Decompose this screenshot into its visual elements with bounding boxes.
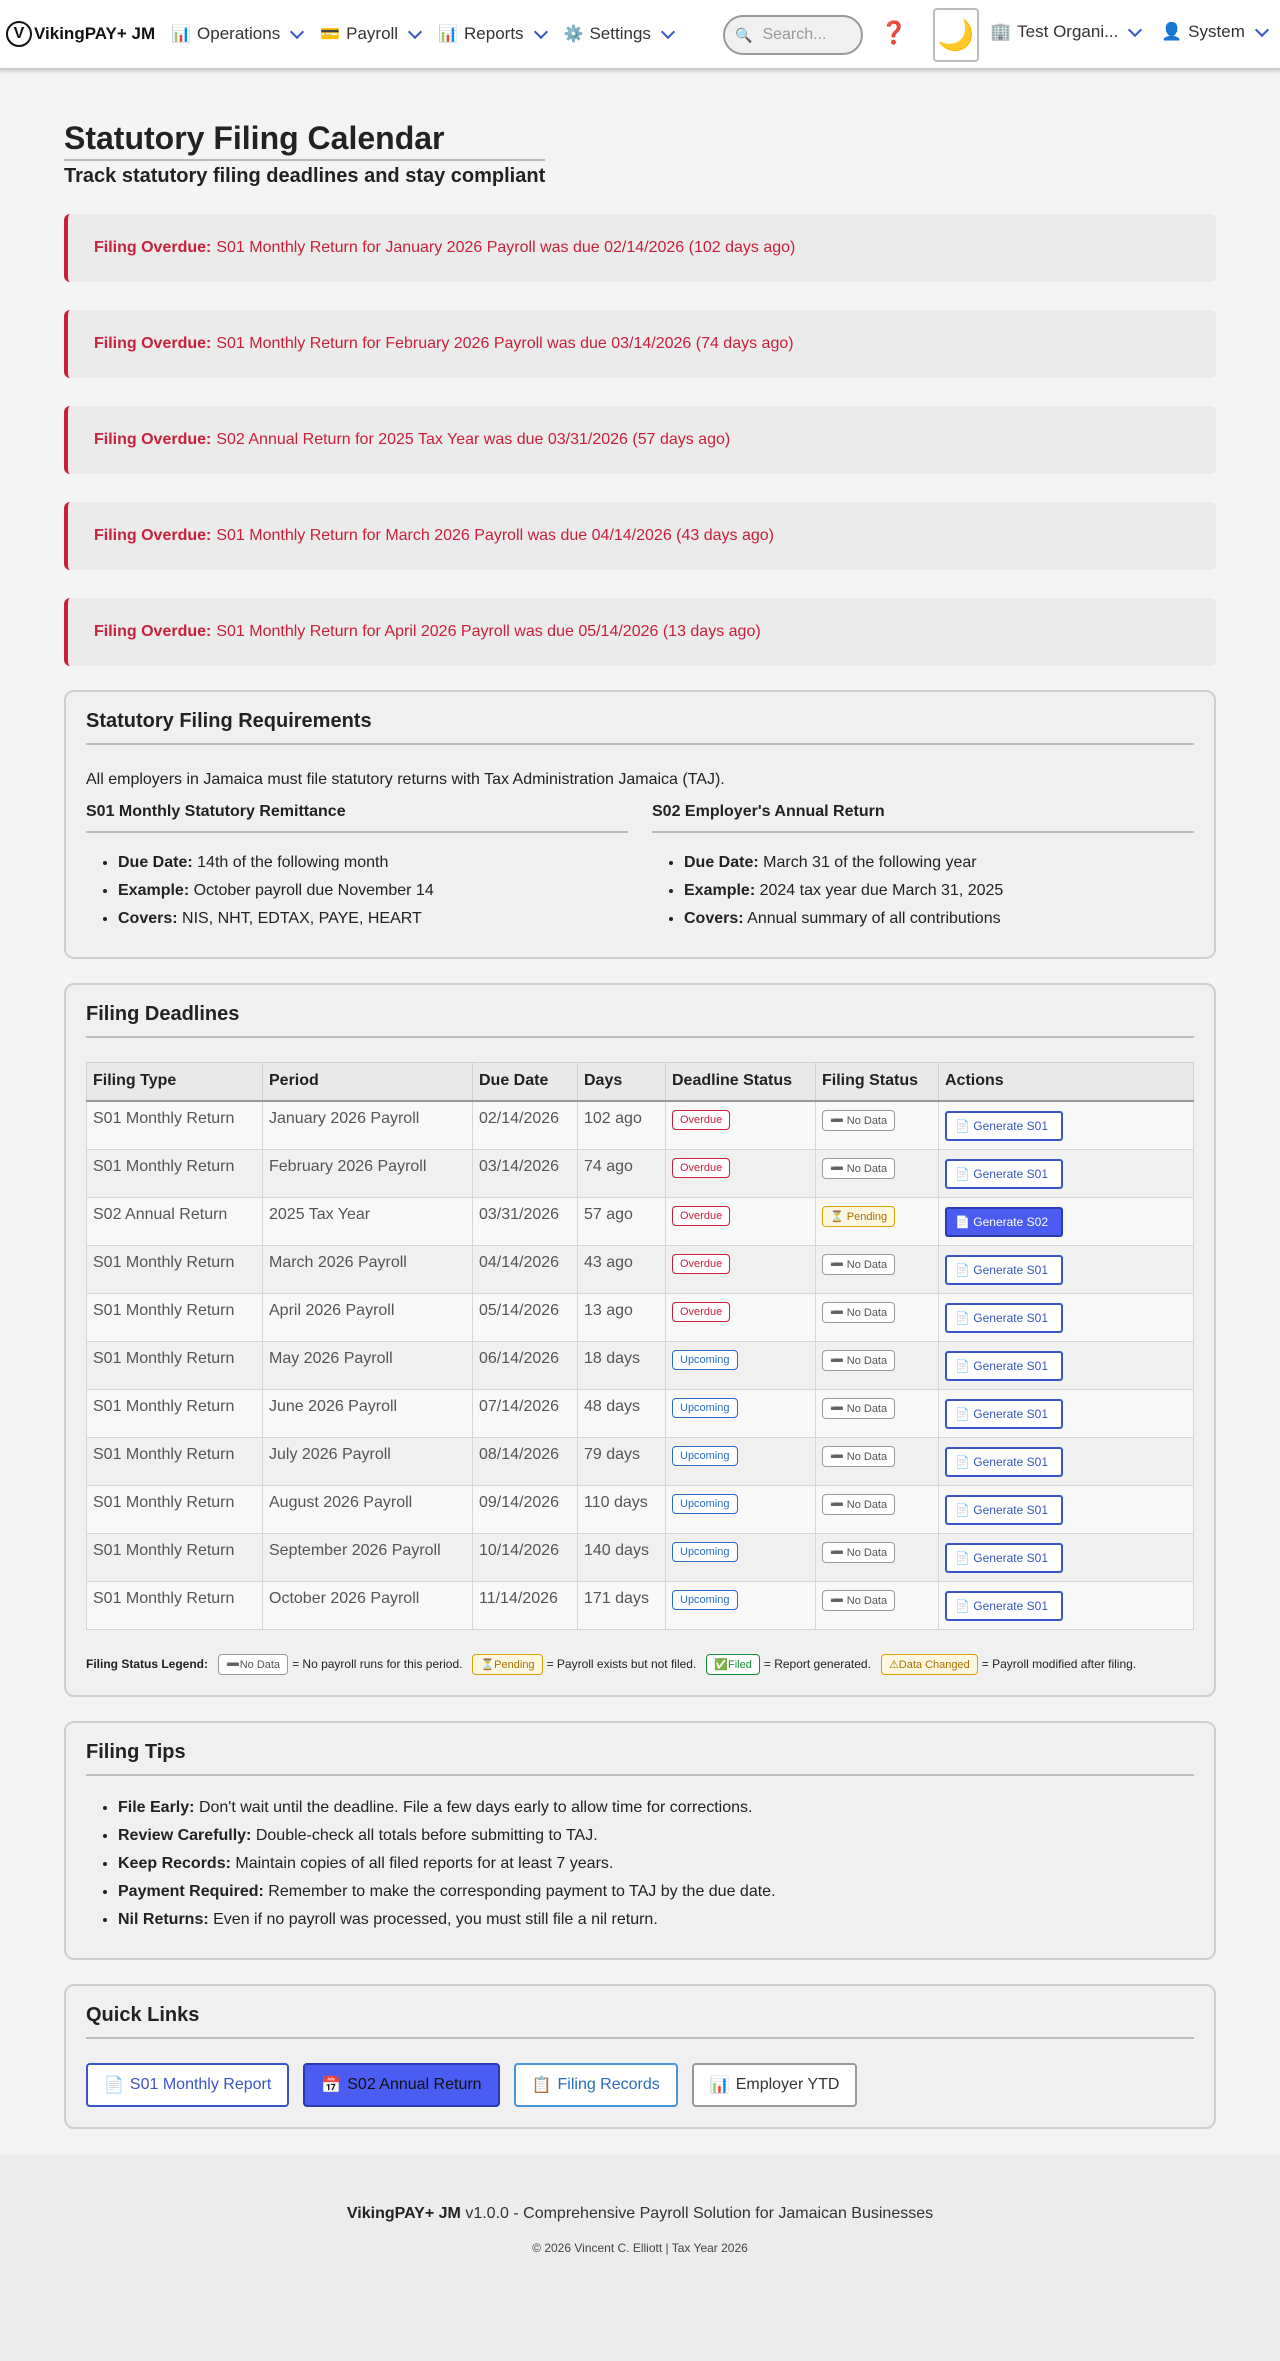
alert-prefix: Filing Overdue: xyxy=(94,431,212,448)
column-header: Deadline Status xyxy=(666,1063,816,1101)
table-row xyxy=(87,1581,1194,1629)
quick-link-label: S01 Monthly Report xyxy=(129,2075,272,2093)
filing-status-cell xyxy=(816,1389,939,1437)
days-cell: 102 ago xyxy=(578,1101,666,1150)
item-label: Due Date: xyxy=(118,854,193,871)
clipboard-icon: 📋 xyxy=(531,2076,552,2094)
nav-operations-label: Operations xyxy=(197,24,281,43)
document-icon: 📄 xyxy=(104,2076,124,2094)
deadline-status-badge: Upcoming xyxy=(672,1350,738,1370)
nav-settings-label: Settings xyxy=(589,24,651,43)
chevron-down-icon xyxy=(1128,22,1142,36)
footer-copyright: © 2026 Vincent C. Elliott | Tax Year 2026 xyxy=(532,2240,748,2255)
calendar-icon: 📅 xyxy=(321,2076,342,2094)
s01-title: S01 Monthly Statutory Remittance xyxy=(86,803,628,833)
filing-status-badge: ➖ No Data xyxy=(822,1350,895,1371)
filing-status-badge: ➖ No Data xyxy=(822,1590,895,1611)
actions-cell xyxy=(939,1533,1194,1581)
deadline-status-cell xyxy=(666,1389,816,1437)
quick-link-label: Filing Records xyxy=(557,2075,660,2093)
column-header: Period xyxy=(263,1063,473,1101)
list-item xyxy=(118,1798,1194,1817)
chevron-down-icon xyxy=(290,24,304,38)
item-value: Remember to make the corresponding payment to TAJ by the due date. xyxy=(268,1882,776,1900)
actions-cell xyxy=(939,1581,1194,1629)
legend-text: = No payroll runs for this period. xyxy=(292,1657,463,1671)
brand-logo-icon: V xyxy=(6,21,32,47)
filing-type-cell: S01 Monthly Return xyxy=(87,1293,263,1341)
due-date-cell: 02/14/2026 xyxy=(473,1101,578,1150)
filing-status-badge: ⏳ Pending xyxy=(822,1206,895,1227)
moon-icon: 🌙 xyxy=(937,18,975,52)
organization-menu[interactable] xyxy=(990,22,1140,42)
generate-report-button[interactable]: 📄 Generate S01 xyxy=(945,1447,1063,1477)
quick-links-title: Quick Links xyxy=(86,2004,1194,2039)
actions-cell xyxy=(939,1101,1194,1150)
days-cell: 43 ago xyxy=(578,1245,666,1293)
list-item xyxy=(118,881,628,900)
search-placeholder: Search... xyxy=(762,26,827,43)
deadline-status-cell xyxy=(666,1341,816,1389)
brand-name: VikingPAY+ JM xyxy=(34,24,156,43)
s01-requirements xyxy=(86,803,628,937)
due-date-cell: 04/14/2026 xyxy=(473,1245,578,1293)
deadlines-card xyxy=(64,983,1216,1697)
overdue-alert xyxy=(64,214,1216,282)
deadlines-table xyxy=(86,1062,1194,1630)
footer-brand: VikingPAY+ JM xyxy=(346,2204,461,2222)
requirements-card xyxy=(64,690,1216,959)
due-date-cell: 03/14/2026 xyxy=(473,1149,578,1197)
quick-links-card xyxy=(64,1984,1216,2129)
generate-report-button[interactable]: 📄 Generate S01 xyxy=(945,1495,1063,1525)
chevron-down-icon xyxy=(408,24,422,38)
generate-report-button[interactable]: 📄 Generate S01 xyxy=(945,1543,1063,1573)
deadline-status-badge: Overdue xyxy=(672,1206,730,1226)
overdue-alert xyxy=(64,598,1216,666)
nav-reports[interactable] xyxy=(438,24,545,44)
alert-prefix: Filing Overdue: xyxy=(94,527,212,544)
nav-payroll[interactable] xyxy=(320,24,420,44)
column-header: Days xyxy=(578,1063,666,1101)
deadlines-title: Filing Deadlines xyxy=(86,1003,1194,1038)
filing-status-badge: ➖ No Data xyxy=(822,1110,895,1131)
s02-annual-return-link[interactable] xyxy=(303,2063,499,2107)
generate-report-button[interactable]: 📄 Generate S01 xyxy=(945,1591,1063,1621)
item-value: Don't wait until the deadline. File a few days early to allow time for corrections. xyxy=(198,1798,753,1816)
top-navbar xyxy=(0,0,1280,70)
theme-toggle-button[interactable] xyxy=(933,8,979,62)
filing-status-badge: ➖ No Data xyxy=(822,1494,895,1515)
period-cell: September 2026 Payroll xyxy=(263,1533,473,1581)
item-value: October payroll due November 14 xyxy=(193,882,434,899)
due-date-cell: 06/14/2026 xyxy=(473,1341,578,1389)
filing-status-badge: ➖ No Data xyxy=(822,1542,895,1563)
overdue-alert xyxy=(64,310,1216,378)
item-label: Review Carefully: xyxy=(118,1826,252,1844)
legend-label: Filing Status Legend: xyxy=(86,1657,208,1671)
legend-badge: ➖No Data xyxy=(218,1654,288,1675)
tips-title: Filing Tips xyxy=(86,1741,1194,1776)
list-item xyxy=(684,853,1194,872)
tips-card xyxy=(64,1721,1216,1960)
period-cell: May 2026 Payroll xyxy=(263,1341,473,1389)
item-value: NIS, NHT, EDTAX, PAYE, HEART xyxy=(182,910,422,927)
legend-text: = Report generated. xyxy=(763,1657,871,1671)
brand-link[interactable] xyxy=(6,21,155,47)
period-cell: July 2026 Payroll xyxy=(263,1437,473,1485)
search-input[interactable] xyxy=(723,15,863,55)
generate-report-button[interactable]: 📄 Generate S01 xyxy=(945,1159,1063,1189)
period-cell: February 2026 Payroll xyxy=(263,1149,473,1197)
item-value: Maintain copies of all filed reports for at least 7 years. xyxy=(235,1854,614,1872)
list-item xyxy=(684,909,1194,928)
deadline-status-badge: Overdue xyxy=(672,1110,730,1130)
chevron-down-icon xyxy=(533,24,547,38)
filing-status-cell xyxy=(816,1197,939,1245)
deadline-status-badge: Upcoming xyxy=(672,1494,738,1514)
actions-cell xyxy=(939,1437,1194,1485)
deadline-status-cell xyxy=(666,1293,816,1341)
footer-tagline: v1.0.0 - Comprehensive Payroll Solution for Jamaican Businesses xyxy=(465,2204,934,2222)
alert-prefix: Filing Overdue: xyxy=(94,623,212,640)
table-row xyxy=(87,1293,1194,1341)
deadline-status-badge: Upcoming xyxy=(672,1398,738,1418)
generate-report-button[interactable]: 📄 Generate S01 xyxy=(945,1399,1063,1429)
filing-records-link[interactable] xyxy=(514,2063,678,2107)
s02-title: S02 Employer's Annual Return xyxy=(652,803,1194,833)
period-cell: January 2026 Payroll xyxy=(263,1101,473,1150)
organization-label: Test Organi... xyxy=(1017,22,1119,41)
alert-text: S01 Monthly Return for April 2026 Payroll was due 05/14/2026 (13 days ago) xyxy=(216,623,761,640)
item-value: Even if no payroll was processed, you must still file a nil return. xyxy=(213,1910,658,1928)
period-cell: August 2026 Payroll xyxy=(263,1485,473,1533)
period-cell: October 2026 Payroll xyxy=(263,1581,473,1629)
chevron-down-icon xyxy=(661,24,675,38)
filing-type-cell: S01 Monthly Return xyxy=(87,1533,263,1581)
legend-text: = Payroll exists but not filed. xyxy=(546,1657,697,1671)
alert-prefix: Filing Overdue: xyxy=(94,335,212,352)
quick-link-label: S02 Annual Return xyxy=(347,2075,482,2093)
alert-text: S01 Monthly Return for January 2026 Payroll was due 02/14/2026 (102 days ago) xyxy=(216,239,796,256)
due-date-cell: 10/14/2026 xyxy=(473,1533,578,1581)
page-title: Statutory Filing Calendar xyxy=(64,120,445,156)
chart-icon: 📊 xyxy=(171,26,192,43)
table-row xyxy=(87,1389,1194,1437)
filing-type-cell: S01 Monthly Return xyxy=(87,1485,263,1533)
due-date-cell: 11/14/2026 xyxy=(473,1581,578,1629)
list-item xyxy=(118,909,628,928)
deadline-status-badge: Upcoming xyxy=(672,1446,738,1466)
list-item xyxy=(118,1882,1194,1901)
column-header: Filing Type xyxy=(87,1063,263,1101)
item-value: 2024 tax year due March 31, 2025 xyxy=(759,882,1004,899)
column-header: Due Date xyxy=(473,1063,578,1101)
chart-icon: 📊 xyxy=(709,2076,730,2094)
user-menu[interactable] xyxy=(1161,22,1267,42)
legend-badge: ⏳Pending xyxy=(472,1654,542,1675)
generate-report-button[interactable]: 📄 Generate S01 xyxy=(945,1303,1063,1333)
filing-status-cell xyxy=(816,1533,939,1581)
actions-cell xyxy=(939,1149,1194,1197)
deadline-status-cell xyxy=(666,1197,816,1245)
nav-operations[interactable] xyxy=(171,24,302,44)
filing-type-cell: S01 Monthly Return xyxy=(87,1581,263,1629)
alert-text: S01 Monthly Return for February 2026 Payroll was due 03/14/2026 (74 days ago) xyxy=(216,335,794,352)
actions-cell xyxy=(939,1245,1194,1293)
filing-type-cell: S01 Monthly Return xyxy=(87,1245,263,1293)
overdue-alert xyxy=(64,406,1216,474)
filing-status-cell xyxy=(816,1293,939,1341)
period-cell: 2025 Tax Year xyxy=(263,1197,473,1245)
days-cell: 74 ago xyxy=(578,1149,666,1197)
overdue-alert xyxy=(64,502,1216,570)
days-cell: 18 days xyxy=(578,1341,666,1389)
table-row xyxy=(87,1101,1194,1150)
deadline-status-badge: Upcoming xyxy=(672,1542,738,1562)
filing-type-cell: S01 Monthly Return xyxy=(87,1149,263,1197)
filing-type-cell: S01 Monthly Return xyxy=(87,1341,263,1389)
table-row xyxy=(87,1149,1194,1197)
days-cell: 48 days xyxy=(578,1389,666,1437)
period-cell: April 2026 Payroll xyxy=(263,1293,473,1341)
actions-cell xyxy=(939,1389,1194,1437)
legend-badge: ✅Filed xyxy=(706,1654,760,1675)
item-value: 14th of the following month xyxy=(197,854,389,871)
actions-cell xyxy=(939,1341,1194,1389)
generate-report-button[interactable]: 📄 Generate S01 xyxy=(945,1255,1063,1285)
footer xyxy=(0,2155,1280,2361)
user-icon: 👤 xyxy=(1161,22,1183,41)
filing-type-cell: S01 Monthly Return xyxy=(87,1437,263,1485)
filing-status-cell xyxy=(816,1341,939,1389)
filing-status-cell xyxy=(816,1101,939,1150)
days-cell: 110 days xyxy=(578,1485,666,1533)
deadline-status-badge: Upcoming xyxy=(672,1590,738,1610)
deadline-status-cell xyxy=(666,1149,816,1197)
due-date-cell: 03/31/2026 xyxy=(473,1197,578,1245)
nav-payroll-label: Payroll xyxy=(346,24,399,43)
column-header: Filing Status xyxy=(816,1063,939,1101)
item-value: Annual summary of all contributions xyxy=(747,910,1001,927)
period-cell: March 2026 Payroll xyxy=(263,1245,473,1293)
item-label: File Early: xyxy=(118,1798,195,1816)
deadline-status-cell xyxy=(666,1581,816,1629)
item-label: Example: xyxy=(684,882,756,899)
item-label: Due Date: xyxy=(684,854,759,871)
days-cell: 79 days xyxy=(578,1437,666,1485)
period-cell: June 2026 Payroll xyxy=(263,1389,473,1437)
table-row xyxy=(87,1437,1194,1485)
chart-icon: 📊 xyxy=(438,26,459,43)
nav-reports-label: Reports xyxy=(464,24,524,43)
requirements-title: Statutory Filing Requirements xyxy=(86,710,1194,745)
alerts-list xyxy=(64,214,1216,666)
filing-status-badge: ➖ No Data xyxy=(822,1302,895,1323)
item-value: Double-check all totals before submitting to TAJ. xyxy=(255,1826,598,1844)
deadline-status-badge: Overdue xyxy=(672,1302,730,1322)
table-row xyxy=(87,1245,1194,1293)
column-header: Actions xyxy=(939,1063,1194,1101)
deadline-status-cell xyxy=(666,1245,816,1293)
main-content xyxy=(0,120,1280,2129)
filing-status-badge: ➖ No Data xyxy=(822,1446,895,1467)
filing-type-cell: S01 Monthly Return xyxy=(87,1101,263,1150)
alert-text: S02 Annual Return for 2025 Tax Year was due 03/31/2026 (57 days ago) xyxy=(216,431,731,448)
search-icon: 🔍 xyxy=(735,26,753,43)
deadline-status-cell xyxy=(666,1533,816,1581)
item-label: Example: xyxy=(118,882,190,899)
employer-ytd-link[interactable] xyxy=(692,2063,858,2107)
quick-link-label: Employer YTD xyxy=(735,2075,840,2093)
legend-text: = Payroll modified after filing. xyxy=(981,1657,1137,1671)
help-icon[interactable]: ❓ xyxy=(880,20,908,45)
generate-report-button[interactable]: 📄 Generate S02 xyxy=(945,1207,1063,1237)
table-row xyxy=(87,1341,1194,1389)
days-cell: 171 days xyxy=(578,1581,666,1629)
alert-prefix: Filing Overdue: xyxy=(94,239,212,256)
user-label: System xyxy=(1188,22,1245,41)
deadline-status-cell xyxy=(666,1437,816,1485)
table-row xyxy=(87,1197,1194,1245)
filing-type-cell: S01 Monthly Return xyxy=(87,1389,263,1437)
building-icon: 🏢 xyxy=(990,22,1012,41)
deadline-status-cell xyxy=(666,1485,816,1533)
filing-status-cell xyxy=(816,1149,939,1197)
filing-status-badge: ➖ No Data xyxy=(822,1254,895,1275)
alert-text: S01 Monthly Return for March 2026 Payroll was due 04/14/2026 (43 days ago) xyxy=(216,527,774,544)
s01-monthly-report-link[interactable] xyxy=(86,2063,289,2107)
generate-report-button[interactable]: 📄 Generate S01 xyxy=(945,1351,1063,1381)
actions-cell xyxy=(939,1485,1194,1533)
item-label: Payment Required: xyxy=(118,1882,264,1900)
due-date-cell: 05/14/2026 xyxy=(473,1293,578,1341)
deadline-status-badge: Overdue xyxy=(672,1254,730,1274)
s02-requirements xyxy=(652,803,1194,937)
item-label: Keep Records: xyxy=(118,1854,231,1872)
legend-badge: ⚠Data Changed xyxy=(881,1654,978,1675)
days-cell: 13 ago xyxy=(578,1293,666,1341)
due-date-cell: 09/14/2026 xyxy=(473,1485,578,1533)
filing-status-legend xyxy=(86,1654,1194,1675)
actions-cell xyxy=(939,1293,1194,1341)
deadline-status-badge: Overdue xyxy=(672,1158,730,1178)
item-label: Nil Returns: xyxy=(118,1910,209,1928)
days-cell: 57 ago xyxy=(578,1197,666,1245)
filing-status-badge: ➖ No Data xyxy=(822,1398,895,1419)
table-row xyxy=(87,1533,1194,1581)
table-row xyxy=(87,1485,1194,1533)
gear-icon: ⚙️ xyxy=(563,26,584,43)
days-cell: 140 days xyxy=(578,1533,666,1581)
item-label: Covers: xyxy=(684,910,744,927)
chevron-down-icon xyxy=(1255,22,1269,36)
requirements-intro: All employers in Jamaica must file statutory returns with Tax Administration Jamaica (TAJ). xyxy=(86,771,725,788)
list-item xyxy=(118,1854,1194,1873)
filing-status-cell xyxy=(816,1437,939,1485)
item-label: Covers: xyxy=(118,910,178,927)
page-subtitle: Track statutory filing deadlines and stay compliant xyxy=(64,159,545,188)
list-item xyxy=(118,853,628,872)
deadline-status-cell xyxy=(666,1101,816,1150)
list-item xyxy=(118,1826,1194,1845)
actions-cell xyxy=(939,1197,1194,1245)
list-item xyxy=(684,881,1194,900)
list-item xyxy=(118,1910,1194,1929)
generate-report-button[interactable]: 📄 Generate S01 xyxy=(945,1111,1063,1141)
credit-card-icon: 💳 xyxy=(320,26,341,43)
due-date-cell: 07/14/2026 xyxy=(473,1389,578,1437)
filing-status-badge: ➖ No Data xyxy=(822,1158,895,1179)
item-value: March 31 of the following year xyxy=(763,854,977,871)
nav-settings[interactable] xyxy=(564,24,673,44)
due-date-cell: 08/14/2026 xyxy=(473,1437,578,1485)
filing-status-cell xyxy=(816,1581,939,1629)
filing-status-cell xyxy=(816,1485,939,1533)
filing-type-cell: S02 Annual Return xyxy=(87,1197,263,1245)
filing-status-cell xyxy=(816,1245,939,1293)
